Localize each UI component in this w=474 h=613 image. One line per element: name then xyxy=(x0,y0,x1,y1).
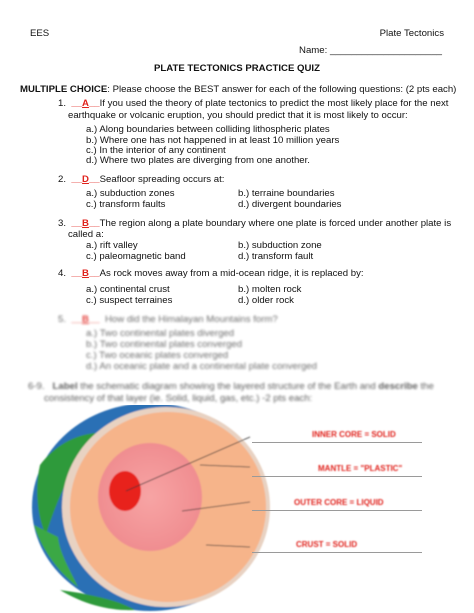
answer-blank[interactable]: __B__ xyxy=(71,314,100,325)
question-text: How did the Himalayan Mountains form? xyxy=(104,314,278,325)
name-field[interactable]: Name: _____________________ xyxy=(299,45,442,56)
option: b.) Two continental plates converged xyxy=(86,339,243,350)
inner-core-layer xyxy=(109,471,141,511)
option: d.) Where two plates are diverging from one another. xyxy=(86,155,310,166)
course-label: EES xyxy=(30,28,50,39)
answer-blank[interactable]: __B__ xyxy=(71,218,100,229)
instructions-label: MULTIPLE CHOICE xyxy=(20,84,108,95)
answer-blank[interactable]: __B__ xyxy=(71,268,100,279)
question-number: 4. xyxy=(58,268,67,279)
instructions xyxy=(20,84,456,96)
subject-label: Plate Tectonics xyxy=(379,28,444,39)
option: c.) transform faults xyxy=(86,199,166,210)
section-instructions: 6-9. Label the schematic diagram showing the layered structure of the Earth and describe the xyxy=(28,381,434,392)
option: d.) older rock xyxy=(238,295,294,306)
option: c.) paleomagnetic band xyxy=(86,251,186,262)
answer-line[interactable] xyxy=(252,552,422,553)
option: a.) Along boundaries between colliding lithospheric plates xyxy=(86,124,330,135)
option: c.) Two oceanic plates converged xyxy=(86,350,229,361)
page-title: PLATE TECTONICS PRACTICE QUIZ xyxy=(154,63,320,74)
instructions-text: : Please choose the BEST answer for each of the following questions: (2 pts each) xyxy=(107,84,457,95)
label-crust: CRUST = SOLID xyxy=(296,540,358,549)
option: c.) In the interior of any continent xyxy=(86,145,226,156)
question-text: The region along a plate boundary where one plate is forced under another plate is xyxy=(99,218,452,229)
question-text: If you used the theory of plate tectonics to predict the most likely place for the next xyxy=(99,98,449,109)
question-4 xyxy=(58,268,364,280)
option: d.) transform fault xyxy=(238,251,314,262)
answer-line[interactable] xyxy=(252,476,422,477)
question-5 xyxy=(58,314,278,326)
question-text-cont: earthquake or volcanic eruption, you should predict that it is most likely to occur: xyxy=(68,110,408,121)
question-1 xyxy=(58,98,448,110)
option: b.) terraine boundaries xyxy=(238,188,335,199)
question-number: 5. xyxy=(58,314,67,325)
option: a.) continental crust xyxy=(86,284,170,295)
label-outer-core: OUTER CORE = LIQUID xyxy=(294,498,384,507)
option: b.) subduction zone xyxy=(238,240,322,251)
option: a.) subduction zones xyxy=(86,188,175,199)
option: d.) divergent boundaries xyxy=(238,199,342,210)
question-number: 2. xyxy=(58,174,67,185)
option: b.) molten rock xyxy=(238,284,302,295)
option: a.) Two continental plates diverged xyxy=(86,328,235,339)
question-3 xyxy=(58,218,451,230)
option: b.) Where one has not happened in at least 10 million years xyxy=(86,135,340,146)
question-text-cont: called a: xyxy=(68,229,104,240)
question-number: 1. xyxy=(58,98,67,109)
label-mantle: MANTLE = "PLASTIC" xyxy=(318,464,403,473)
answer-blank[interactable]: __A__ xyxy=(71,98,100,109)
question-text: As rock moves away from a mid-ocean ridge, it is replaced by: xyxy=(99,268,364,279)
label-inner-core: INNER CORE = SOLID xyxy=(312,430,396,439)
option: d.) An oceanic plate and a continental plate converged xyxy=(86,361,317,372)
question-number: 3. xyxy=(58,218,67,229)
answer-blank[interactable]: __D__ xyxy=(71,174,100,185)
earth-layers-diagram xyxy=(0,405,474,613)
option: c.) suspect terraines xyxy=(86,295,173,306)
answer-line[interactable] xyxy=(252,510,422,511)
option: a.) rift valley xyxy=(86,240,138,251)
question-2 xyxy=(58,174,224,186)
answer-line[interactable] xyxy=(252,442,422,443)
section-instructions-cont: consistency of that layer (ie. Solid, liquid, gas, etc.) -2 pts each: xyxy=(44,393,313,404)
question-text: Seafloor spreading occurs at: xyxy=(99,174,225,185)
